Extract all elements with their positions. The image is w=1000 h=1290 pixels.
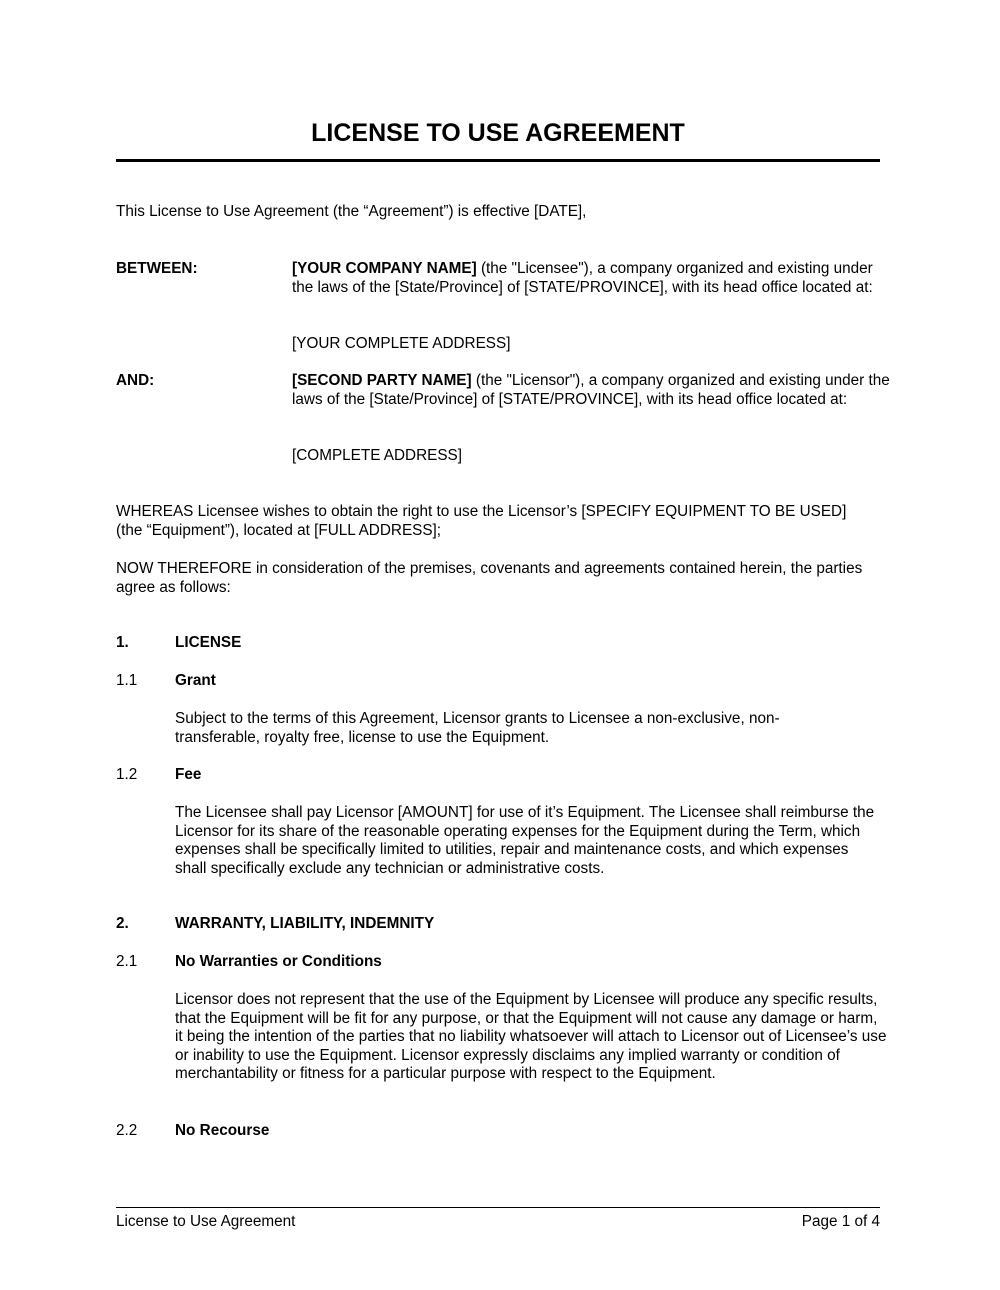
document-title: LICENSE TO USE AGREEMENT <box>311 119 685 147</box>
party-label-and: AND: <box>116 372 155 389</box>
party-label-between: BETWEEN: <box>116 260 198 277</box>
party-details-licensor: (the "Licensor"), a company organized and existing under the laws of the [State/Province] of [STATE/PROVINCE], with its head office located at: <box>292 372 890 408</box>
section-number: 1. <box>116 634 129 651</box>
party-address-licensee: [YOUR COMPLETE ADDRESS] <box>292 335 511 352</box>
subsection-title-no-warranties: No Warranties or Conditions <box>175 953 382 970</box>
subsection-title-no-recourse: No Recourse <box>175 1122 270 1139</box>
subsection-text-no-warranties: Licensor does not represent that the use of the Equipment by Licensee will produce any specific results, that the Equipment will be fit for any purpose, or that the Equipment will not cause any damage or harm, it being the intention of the parties that no liability whatsoever will attach to Licensor out of Licensee’s use or inability to use the Equipment. Licensor expressly disclaims any implied warranty or condition of merchantability or fitness for a particular purpose with respect to the Equipment. <box>175 991 887 1083</box>
footer-divider <box>116 1207 880 1208</box>
subsection-text-fee: The Licensee shall pay Licensor [AMOUNT] for use of it’s Equipment. The Licensee shall reimburse the Licensor for its share of the reasonable operating expenses for the Equipment during the Term, which expenses shall be specifically limited to utilities, repair and maintenance costs, and which expenses shall specifically exclude any technician or administrative costs. <box>175 804 875 877</box>
subsection-text-grant: Subject to the terms of this Agreement, Licensor grants to Licensee a non-exclusive, non-transferable, royalty free, license to use the Equipment. <box>175 710 780 746</box>
party-details-licensee: (the "Licensee"), a company organized and existing under the laws of the [State/Province] of [STATE/PROVINCE], with its head office located at: <box>292 260 873 296</box>
party-description-licensee <box>292 260 892 297</box>
party-description-licensor <box>292 372 892 409</box>
title-divider <box>116 159 880 162</box>
subsection-title-fee: Fee <box>175 766 202 783</box>
now-therefore-paragraph: NOW THEREFORE in consideration of the premises, covenants and agreements contained herein, the parties agree as follows: <box>116 560 863 596</box>
subsection-title-grant: Grant <box>175 672 216 689</box>
section-number: 2. <box>116 915 129 932</box>
subsection-number: 2.2 <box>116 1122 138 1139</box>
footer-page-number: Page 1 of 4 <box>801 1213 880 1230</box>
section-title-license: LICENSE <box>175 634 242 651</box>
subsection-number: 1.2 <box>116 766 138 783</box>
subsection-number: 1.1 <box>116 672 138 689</box>
intro-paragraph: This License to Use Agreement (the “Agreement”) is effective [DATE], <box>116 203 587 220</box>
party-address-licensor: [COMPLETE ADDRESS] <box>292 447 463 464</box>
section-title-warranty: WARRANTY, LIABILITY, INDEMNITY <box>175 915 435 932</box>
subsection-number: 2.1 <box>116 953 138 970</box>
party-name-licensee: [YOUR COMPANY NAME] <box>292 260 477 277</box>
footer-document-name: License to Use Agreement <box>116 1213 296 1230</box>
whereas-paragraph: WHEREAS Licensee wishes to obtain the right to use the Licensor’s [SPECIFY EQUIPMENT TO BE USED] (the “Equipment”), located at [FULL ADDRESS]; <box>116 503 847 539</box>
party-name-licensor: [SECOND PARTY NAME] <box>292 372 472 389</box>
